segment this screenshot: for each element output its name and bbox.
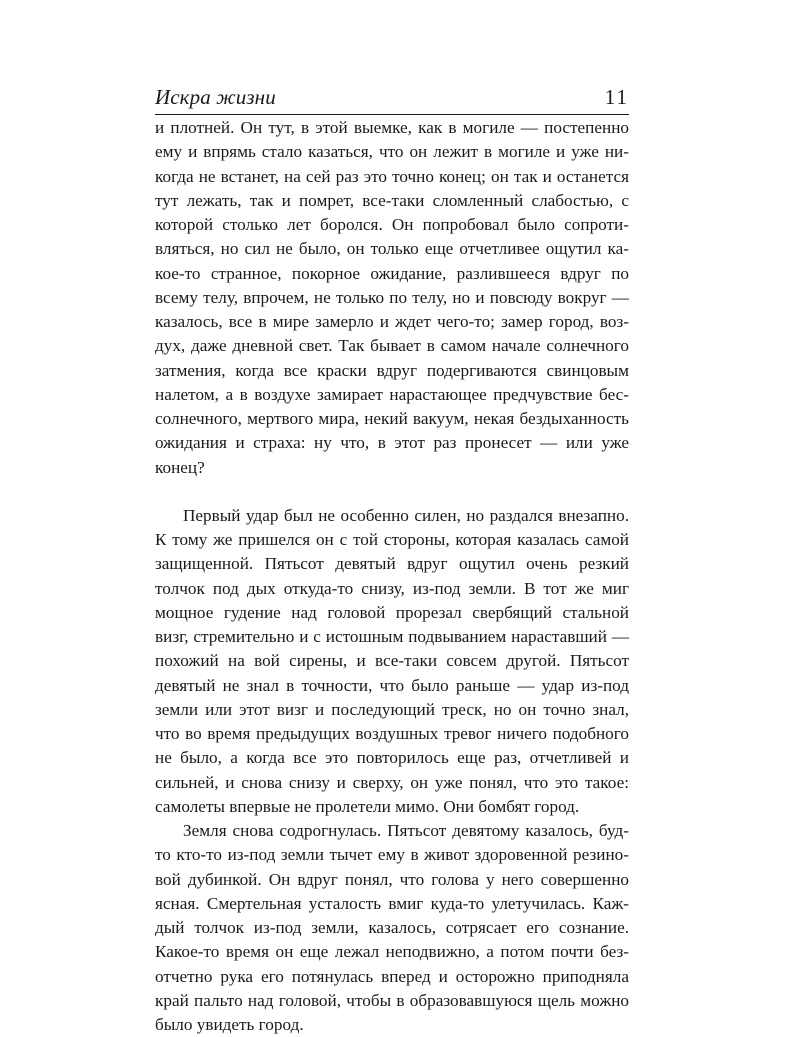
running-header [155, 80, 629, 115]
paragraph: Первый удар был не особенно силен, но раздался внезапно. К тому же пришелся он с той стороны, которая казалась самой защищенной. Пятьсот девятый вдруг ощутил очень резкий толчок под дых откуда-то снизу, из-под земли. В тот же миг мощное гудение над головой прорезал свербящий стальной визг, стремительно и с истошным подвыванием нараставший — похожий на вой сирены, и все-таки совсем другой. Пятьсот девятый не знал в точности, что было раньше — удар из-под земли или этот визг и последующий треск, но он точно знал, что во время предыдущих воздушных тревог ничего подобного не было, а когда все это повторилось еще раз, отчетливей и сильней, и снова снизу и сверху, он уже понял, что это такое: самолеты впервые не пролетели мимо. Они бомбят город. [155, 505, 629, 816]
paragraph-continued: и плотней. Он тут, в этой выемке, как в могиле — постепенно ему и впрямь стало казаться, что он лежит в могиле и уже никогда не встанет, на сей раз это точно конец; он так и останется тут лежать, так и помрет, все-таки сломленный слабостью, с которой столько лет боролся. Он попробовал было сопротивляться, но сил не было, он только еще отчетливее ощутил какое-то странное, покорное ожидание, разлившееся вдруг по всему телу, впрочем, не только по телу, но и повсюду вокруг — казалось, все в мире замерло и ждет чего-то; замер город, воздух, даже дневной свет. Так бывает в самом начале солнечного затмения, когда все краски вдруг подергиваются свинцовым налетом, а в воздухе замирает нарастающее предчувствие бессолнечного, мертвого мира, некий вакуум, некая бездыханность ожидания и страха: ну что, в этот раз пронесет — или уже конец? [155, 118, 629, 477]
page-number: 11 [604, 85, 629, 109]
body-text [155, 116, 629, 1037]
book-page [155, 80, 629, 1037]
paragraph: Земля снова содрогнулась. Пятьсот девятому казалось, будто кто-то из-под земли тычет ему в живот здоровенной резиновой дубинкой. Он вдруг понял, что голова у него совершенно ясная. Смертельная усталость вмиг куда-то улетучилась. Каждый толчок из-под земли, казалось, сотрясает его сознание. Какое-то время он еще лежал неподвижно, а потом почти безотчетно рука его потянулась вперед и осторожно приподняла край пальто над головой, чтобы в образовавшуюся щель можно было увидеть город. [155, 821, 629, 1034]
running-title: Искра жизни [155, 85, 276, 109]
section-break [155, 480, 629, 504]
